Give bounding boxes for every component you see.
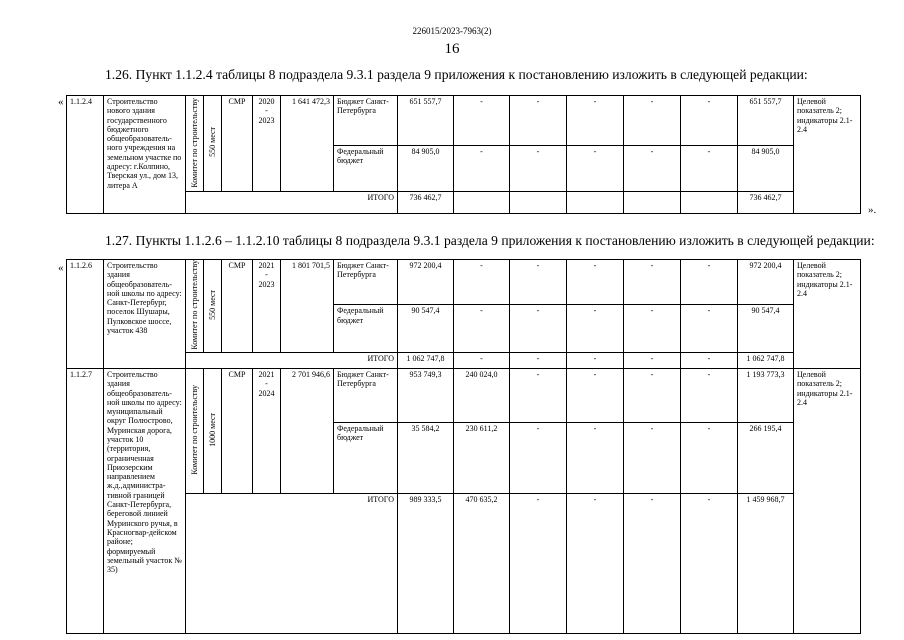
- amount: -: [510, 96, 567, 146]
- amount-total: 972 200,4: [738, 260, 794, 305]
- executor: Комитет по строительству: [186, 260, 204, 353]
- amount: -: [567, 422, 624, 493]
- itogo-label: ИТОГО: [186, 352, 398, 368]
- amount: -: [624, 96, 681, 146]
- amount: -: [681, 305, 738, 353]
- amount: -: [624, 260, 681, 305]
- amount: -: [567, 305, 624, 353]
- amount-total: 266 195,4: [738, 422, 794, 493]
- work-type: СМР: [222, 368, 253, 493]
- amendment-table-1-26: [66, 95, 861, 214]
- amount: 953 749,3: [398, 368, 454, 422]
- amount-total: 90 547,4: [738, 305, 794, 353]
- empty-cell: [624, 192, 681, 214]
- itogo-amount: 736 462,7: [398, 192, 454, 214]
- section-heading-1-26: 1.26. Пункт 1.1.2.4 таблицы 8 подраздела 9.3.1 раздела 9 приложения к постановлению изложить в следующей редакции:: [105, 67, 808, 82]
- amount-total: 651 557,7: [738, 96, 794, 146]
- empty-cell: [681, 192, 738, 214]
- itogo-amount: -: [567, 352, 624, 368]
- years: 2021 - 2023: [253, 260, 281, 353]
- itogo-amount: 989 333,5: [398, 493, 454, 633]
- amount: 90 547,4: [398, 305, 454, 353]
- amount: -: [624, 368, 681, 422]
- source-name: Бюджет Санкт-Петербурга: [334, 368, 398, 422]
- source-name: Бюджет Санкт-Петербурга: [334, 96, 398, 146]
- itogo-amount: -: [681, 493, 738, 633]
- amount: -: [624, 305, 681, 353]
- indicators: Целевой показатель 2; индикаторы 2.1-2.4: [794, 96, 861, 214]
- amount: -: [681, 368, 738, 422]
- amount: -: [510, 260, 567, 305]
- amount: 651 557,7: [398, 96, 454, 146]
- object-name: Строительство здания общеобразователь-ной школы по адресу: Санкт-Петербург, поселок Шушары, Пулковское шоссе, участок 438: [104, 260, 186, 369]
- empty-cell: [510, 192, 567, 214]
- amount: -: [624, 146, 681, 192]
- amount: 972 200,4: [398, 260, 454, 305]
- amount: -: [454, 96, 510, 146]
- amount: -: [454, 146, 510, 192]
- amount: -: [510, 146, 567, 192]
- table-row: [67, 368, 861, 422]
- row-number: 1.1.2.4: [67, 96, 104, 214]
- amount: -: [510, 305, 567, 353]
- page-number: 16: [444, 41, 460, 57]
- empty-cell: [454, 192, 510, 214]
- amount: 230 611,2: [454, 422, 510, 493]
- itogo-amount: 470 635,2: [454, 493, 510, 633]
- row-number: 1.1.2.7: [67, 368, 104, 633]
- quote-open: «: [58, 96, 64, 108]
- amount-total: 1 193 773,3: [738, 368, 794, 422]
- table-row: [67, 260, 861, 305]
- section-heading-1-27: 1.27. Пункты 1.1.2.6 – 1.1.2.10 таблицы 8 подраздела 9.3.1 раздела 9 приложения к постановлению изложить в следующей редакции:: [105, 233, 875, 248]
- object-name: Строительство здания общеобразователь-ной школы по адресу: муниципальный округ Полюстрово, Муринская дорога, участок 10 (территория, ограниченная Приозерским направлением ж.д.,администра-тивной границей Санкт-Петербурга, береговой линией Муринского ручья, в Красногвар-дейском районе; формируемый земельный участок № 35): [104, 368, 186, 633]
- executor: Комитет по строительству: [186, 96, 204, 192]
- object-name: Строительство нового здания государственного бюджетного общеобразователь-ного учреждения на земельном участке по адресу: г.Колпино, Тверская ул., дом 13, литера А: [104, 96, 186, 214]
- source-name: Федеральный бюджет: [334, 146, 398, 192]
- empty-cell: [567, 192, 624, 214]
- capacity: 1000 мест: [204, 368, 222, 493]
- amount: -: [454, 305, 510, 353]
- executor: Комитет по строительству: [186, 368, 204, 493]
- amount: -: [567, 146, 624, 192]
- itogo-amount: -: [454, 352, 510, 368]
- indicators: Целевой показатель 2; индикаторы 2.1-2.4: [794, 368, 861, 633]
- amount-total: 84 905,0: [738, 146, 794, 192]
- itogo-amount: -: [510, 493, 567, 633]
- itogo-amount: -: [624, 493, 681, 633]
- amount: -: [567, 260, 624, 305]
- amendment-table-1-27: [66, 259, 861, 634]
- itogo-amount: 1 062 747,8: [398, 352, 454, 368]
- itogo-label: ИТОГО: [186, 192, 398, 214]
- itogo-amount: -: [681, 352, 738, 368]
- itogo-total: 1 459 968,7: [738, 493, 794, 633]
- source-name: Федеральный бюджет: [334, 305, 398, 353]
- table-row-itogo: [67, 192, 861, 214]
- amount: -: [681, 422, 738, 493]
- itogo-label: ИТОГО: [186, 493, 398, 633]
- amount: -: [681, 96, 738, 146]
- itogo-total: 1 062 747,8: [738, 352, 794, 368]
- years: 2021 - 2024: [253, 368, 281, 493]
- source-name: Бюджет Санкт-Петербурга: [334, 260, 398, 305]
- amount: 84 905,0: [398, 146, 454, 192]
- work-type: СМР: [222, 96, 253, 192]
- itogo-amount: -: [624, 352, 681, 368]
- indicators: Целевой показатель 2; индикаторы 2.1-2.4: [794, 260, 861, 369]
- document-number: 226015/2023-7963(2): [412, 26, 492, 36]
- itogo-amount: -: [567, 493, 624, 633]
- row-number: 1.1.2.6: [67, 260, 104, 369]
- capacity: 550 мест: [204, 260, 222, 353]
- amount: -: [681, 146, 738, 192]
- amount: 35 584,2: [398, 422, 454, 493]
- work-type: СМР: [222, 260, 253, 353]
- source-name: Федеральный бюджет: [334, 422, 398, 493]
- table-row-itogo: [67, 493, 861, 633]
- quote-open: «: [58, 262, 64, 274]
- total-cost: 2 701 946,6: [281, 368, 334, 493]
- amount: -: [567, 368, 624, 422]
- quote-close: ».: [868, 204, 877, 216]
- amount: 240 024,0: [454, 368, 510, 422]
- amount: -: [624, 422, 681, 493]
- amount: -: [454, 260, 510, 305]
- amount: -: [681, 260, 738, 305]
- capacity: 550 мест: [204, 96, 222, 192]
- itogo-total: 736 462,7: [738, 192, 794, 214]
- years: 2020 - 2023: [253, 96, 281, 192]
- table-row: [67, 96, 861, 146]
- total-cost: 1 641 472,3: [281, 96, 334, 192]
- total-cost: 1 801 701,5: [281, 260, 334, 353]
- amount: -: [567, 96, 624, 146]
- table-row-itogo: [67, 352, 861, 368]
- itogo-amount: -: [510, 352, 567, 368]
- amount: -: [510, 422, 567, 493]
- amount: -: [510, 368, 567, 422]
